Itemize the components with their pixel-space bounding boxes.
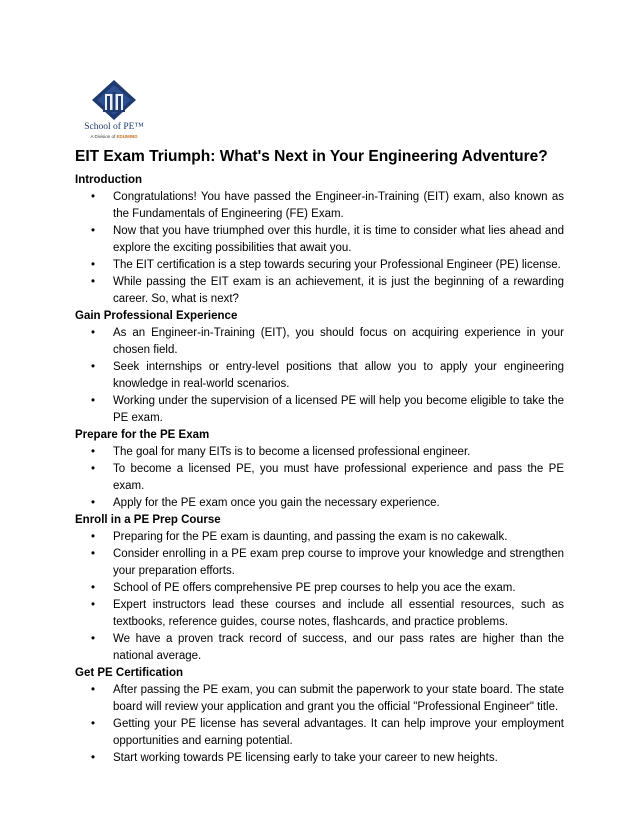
- school-of-pe-logo: [78, 80, 150, 140]
- list-item: [75, 546, 564, 580]
- bullet-list: [75, 529, 564, 665]
- page-title: EIT Exam Triumph: What's Next in Your Engineering Adventure?: [75, 148, 548, 165]
- bullet-icon: •: [91, 684, 96, 696]
- list-item-text: To become a licensed PE, you must have professional experience and pass the PE exam.: [113, 463, 564, 492]
- section-heading: Enroll in a PE Prep Course: [75, 514, 221, 526]
- building-logo-icon: [88, 80, 140, 120]
- bullet-icon: •: [91, 259, 96, 271]
- list-item-text: Getting your PE license has several advantages. It can help improve your employment opportunities and earning potential.: [113, 718, 564, 747]
- list-item-text: Start working towards PE licensing early to take your career to new heights.: [113, 752, 498, 764]
- bullet-icon: •: [91, 446, 96, 458]
- list-item: [75, 529, 564, 546]
- bullet-list: [75, 325, 564, 427]
- section-heading: Get PE Certification: [75, 667, 183, 679]
- list-item-text: Seek internships or entry-level positions that allow you to apply your engineering knowledge in real-world scenarios.: [113, 361, 564, 390]
- bullet-icon: •: [91, 718, 96, 730]
- list-item-text: The goal for many EITs is to become a licensed professional engineer.: [113, 446, 471, 458]
- logo-tagline: [78, 134, 150, 139]
- list-item-text: Congratulations! You have passed the Engineer-in-Training (EIT) exam, also known as the Fundamentals of Engineering (FE) Exam.: [113, 191, 564, 220]
- bullet-icon: •: [91, 327, 96, 339]
- bullet-icon: •: [91, 582, 96, 594]
- bullet-icon: •: [91, 599, 96, 611]
- bullet-icon: •: [91, 191, 96, 203]
- section-gain-experience: [75, 308, 564, 427]
- list-item: [75, 716, 564, 750]
- bullet-icon: •: [91, 633, 96, 645]
- bullet-icon: •: [91, 531, 96, 543]
- bullet-icon: •: [91, 548, 96, 560]
- list-item: [75, 189, 564, 223]
- list-item-text: As an Engineer-in-Training (EIT), you should focus on acquiring experience in your chosen field.: [113, 327, 564, 356]
- list-item: [75, 682, 564, 716]
- bullet-list: [75, 444, 564, 512]
- list-item-text: Consider enrolling in a PE exam prep course to improve your knowledge and strengthen your preparation efforts.: [113, 548, 564, 577]
- bullet-icon: •: [91, 752, 96, 764]
- section-prepare-exam: [75, 427, 564, 512]
- list-item: [75, 393, 564, 427]
- list-item: [75, 325, 564, 359]
- bullet-list: [75, 189, 564, 308]
- section-heading: Prepare for the PE Exam: [75, 429, 210, 441]
- list-item-text: Now that you have triumphed over this hurdle, it is time to consider what lies ahead and explore the exciting possibilities that await you.: [113, 225, 564, 254]
- list-item: [75, 495, 564, 512]
- list-item-text: Apply for the PE exam once you gain the necessary experience.: [113, 497, 440, 509]
- list-item-text: While passing the EIT exam is an achievement, it is just the beginning of a rewarding career. So, what is next?: [113, 276, 564, 305]
- list-item: [75, 223, 564, 257]
- list-item-text: Working under the supervision of a licensed PE will help you become eligible to take the PE exam.: [113, 395, 564, 424]
- list-item: [75, 274, 564, 308]
- section-heading: Introduction: [75, 174, 143, 186]
- bullet-icon: •: [91, 395, 96, 407]
- list-item-text: After passing the PE exam, you can submit the paperwork to your state board. The state board will review your application and grant you the official "Professional Engineer" title.: [113, 684, 564, 713]
- list-item: [75, 257, 564, 274]
- list-item-text: The EIT certification is a step towards securing your Professional Engineer (PE) license.: [113, 259, 561, 271]
- section-heading: Gain Professional Experience: [75, 310, 238, 322]
- list-item-text: Expert instructors lead these courses and include all essential resources, such as textbooks, reference guides, course notes, flashcards, and practice problems.: [113, 599, 564, 628]
- logo-name: School of PE™: [84, 122, 144, 132]
- bullet-icon: •: [91, 361, 96, 373]
- list-item: [75, 359, 564, 393]
- logo-tagline-brand: EDUMIND: [116, 134, 138, 139]
- list-item: [75, 750, 564, 767]
- bullet-icon: •: [91, 276, 96, 288]
- list-item-text: Preparing for the PE exam is daunting, and passing the exam is no cakewalk.: [113, 531, 508, 543]
- list-item: [75, 631, 564, 665]
- list-item: [75, 597, 564, 631]
- list-item: [75, 444, 564, 461]
- list-item: [75, 580, 564, 597]
- bullet-icon: •: [91, 497, 96, 509]
- section-certification: [75, 665, 564, 767]
- document-body: [75, 147, 564, 767]
- bullet-icon: •: [91, 463, 96, 475]
- section-introduction: [75, 172, 564, 308]
- bullet-icon: •: [91, 225, 96, 237]
- list-item: [75, 461, 564, 495]
- bullet-list: [75, 682, 564, 767]
- section-prep-course: [75, 512, 564, 665]
- list-item-text: We have a proven track record of success, and our pass rates are higher than the national average.: [113, 633, 564, 662]
- logo-tagline-prefix: A Division of: [90, 134, 117, 139]
- list-item-text: School of PE offers comprehensive PE prep courses to help you ace the exam.: [113, 582, 516, 594]
